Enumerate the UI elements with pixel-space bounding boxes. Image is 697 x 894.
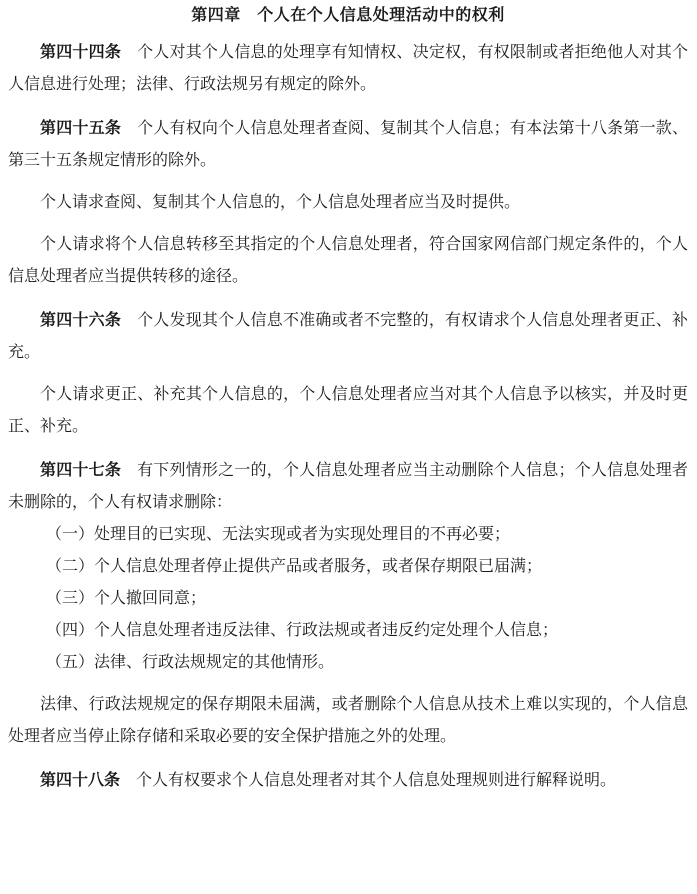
article-number: 第四十七条 — [40, 460, 122, 479]
chapter-title: 第四章 个人在个人信息处理活动中的权利 — [191, 5, 505, 24]
article-text: 个人发现其个人信息不准确或者不完整的，有权请求个人信息处理者更正、补充。 — [8, 310, 688, 361]
article-46-paragraph-2: 个人请求更正、补充其个人信息的，个人信息处理者应当对其个人信息予以核实，并及时更正、补充。 — [8, 384, 688, 435]
list-item: （一）处理目的已实现、无法实现或者为实现处理目的不再必要； — [46, 524, 511, 543]
article-text: 有下列情形之一的，个人信息处理者应当主动删除个人信息；个人信息处理者未删除的，个人有权请求删除： — [8, 460, 688, 511]
article-number: 第四十六条 — [40, 310, 122, 329]
list-item: （二）个人信息处理者停止提供产品或者服务，或者保存期限已届满； — [46, 556, 543, 575]
article-text: 个人有权向个人信息处理者查阅、复制其个人信息；有本法第十八条第一款、第三十五条规定情形的除外。 — [8, 118, 688, 169]
list-item: （三）个人撤回同意； — [46, 588, 207, 607]
article-text: 个人对其个人信息的处理享有知情权、决定权，有权限制或者拒绝他人对其个人信息进行处理；法律、行政法规另有规定的除外。 — [8, 42, 688, 93]
article-number: 第四十五条 — [40, 118, 122, 137]
list-item: （四）个人信息处理者违反法律、行政法规或者违反约定处理个人信息； — [46, 620, 559, 639]
article-48 — [8, 764, 688, 796]
article-45-paragraph-3: 个人请求将个人信息转移至其指定的个人信息处理者，符合国家网信部门规定条件的，个人信息处理者应当提供转移的途径。 — [8, 234, 688, 285]
article-number: 第四十四条 — [40, 42, 122, 61]
article-46 — [8, 304, 688, 368]
article-45 — [8, 112, 688, 176]
article-47-paragraph-last: 法律、行政法规规定的保存期限未届满，或者删除个人信息从技术上难以实现的，个人信息处理者应当停止除存储和采取必要的安全保护措施之外的处理。 — [8, 694, 688, 745]
article-number: 第四十八条 — [40, 770, 121, 789]
article-44 — [8, 36, 688, 100]
document-page — [8, 0, 688, 796]
article-47 — [8, 454, 688, 518]
article-45-paragraph-2: 个人请求查阅、复制其个人信息的，个人信息处理者应当及时提供。 — [40, 192, 521, 211]
article-text: 个人有权要求个人信息处理者对其个人信息处理规则进行解释说明。 — [136, 770, 617, 789]
list-item: （五）法律、行政法规规定的其他情形。 — [46, 652, 335, 671]
